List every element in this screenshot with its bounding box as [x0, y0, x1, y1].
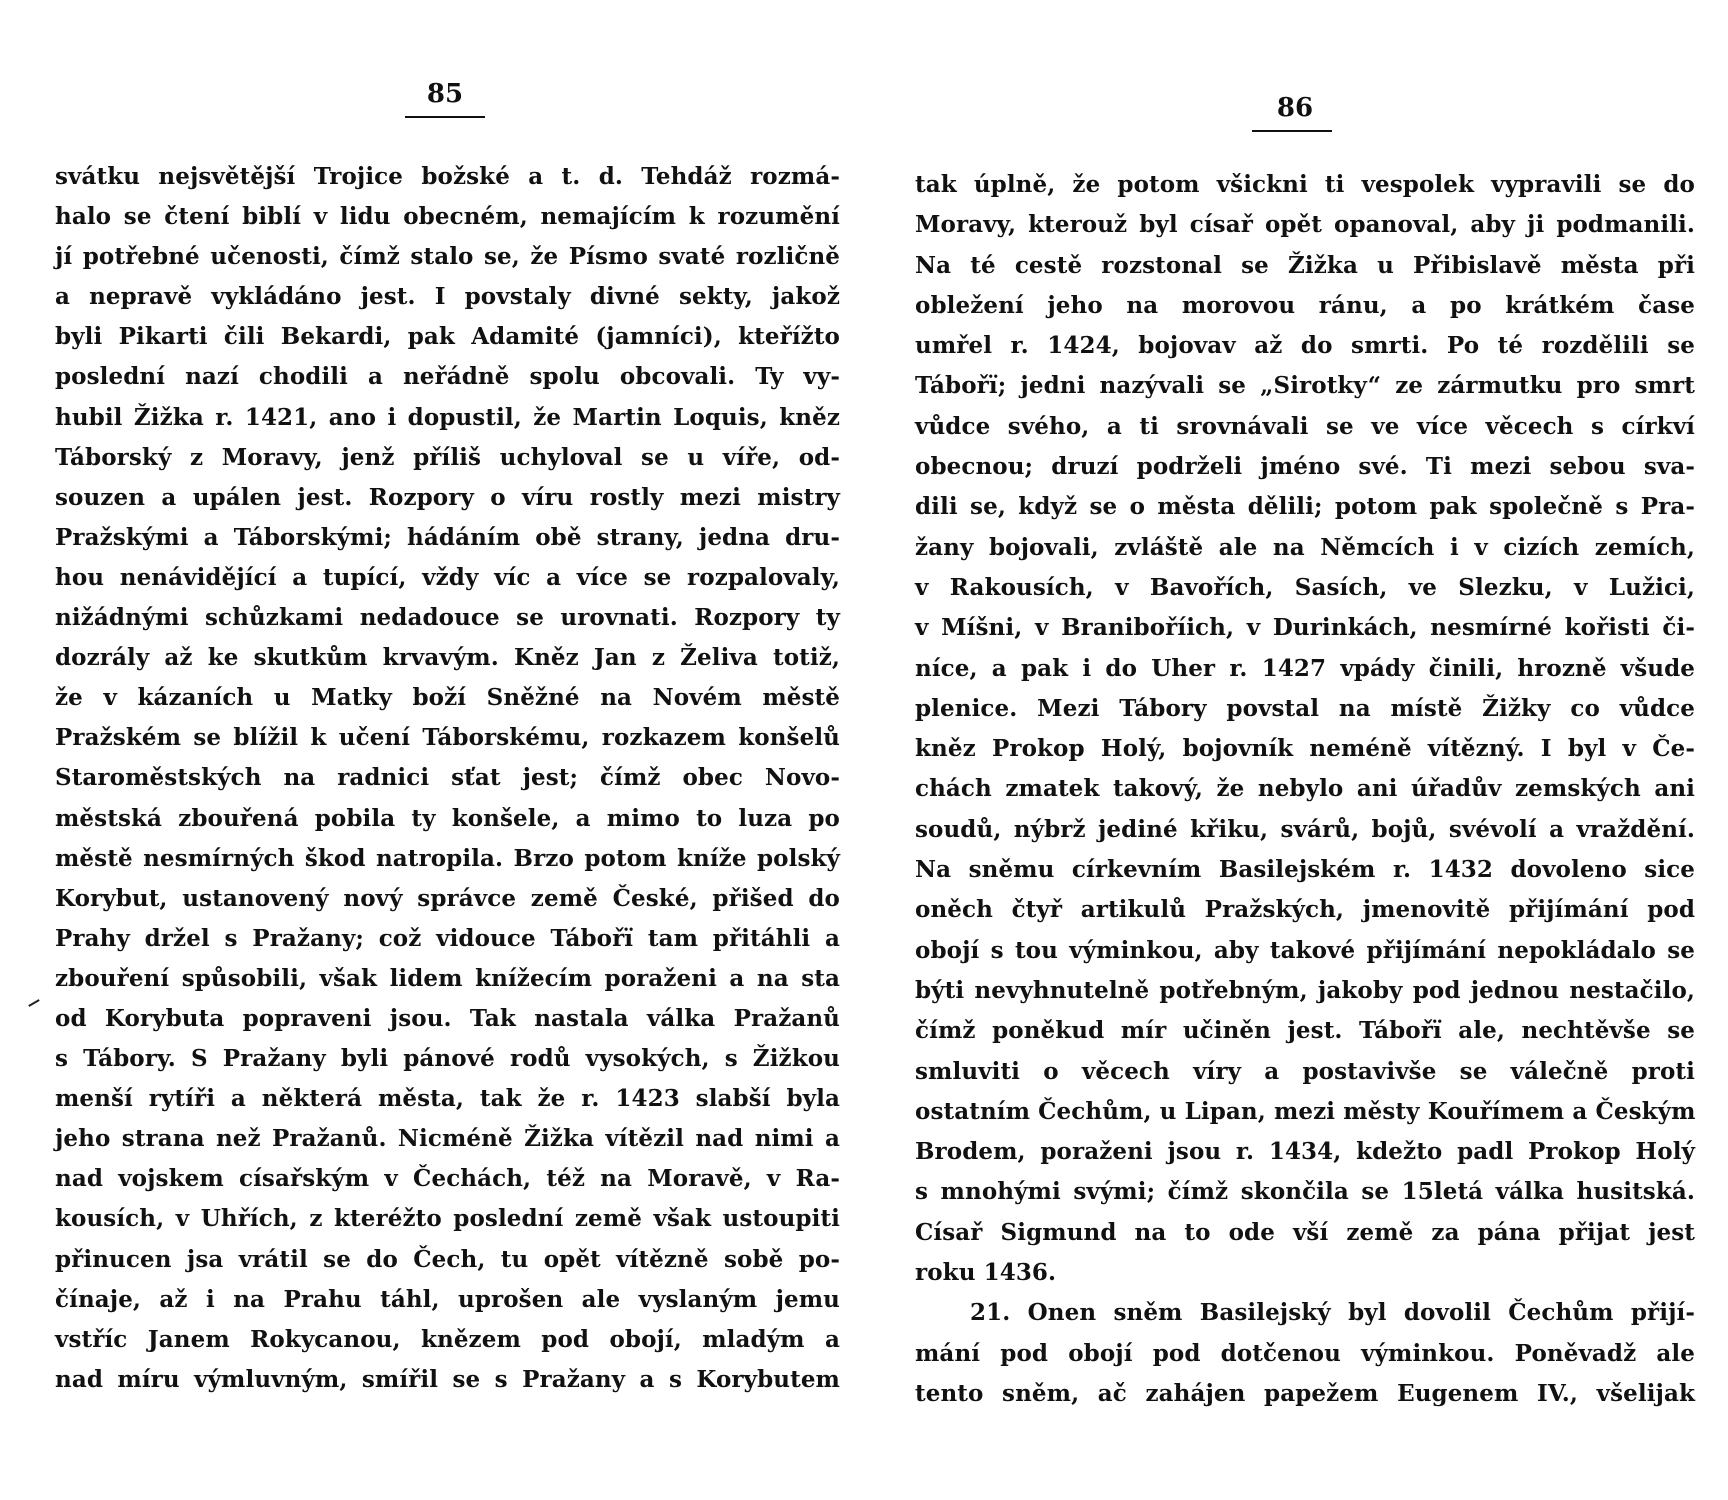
text-line: a nepravě vykládáno jest. I povstaly divné sekty, jakož	[55, 283, 840, 311]
text-line: umřel r. 1424, bojovav až do smrti. Po té rozdělili se	[915, 332, 1695, 360]
text-line: kněz Prokop Holý, bojovník neméně vítězný. I byl v Če-	[915, 735, 1695, 763]
text-line: vůdce svého, a ti srovnávali se ve více věcech s církví	[915, 412, 1695, 440]
text-line: nad míru výmluvným, smířil se s Pražany a s Korybutem	[55, 1365, 840, 1393]
text-line: halo se čtení biblí v lidu obecném, nemajícím k rozumění	[55, 203, 840, 231]
text-line: městská zbouřená pobila ty konšele, a mimo to luza po	[55, 804, 840, 832]
text-line: Tábořï; jedni nazývali se „Sirotky“ ze zármutku pro smrt	[915, 372, 1695, 400]
text-line: dili se, když se o města dělili; potom pak společně s Pra-	[915, 493, 1695, 521]
text-line: mání pod obojí pod dotčenou výminkou. Poněvadž ale	[915, 1339, 1695, 1367]
text-line: Na té cestě rozstonal se Žižka u Přibislavě města při	[915, 251, 1695, 279]
text-line: vstříc Janem Rokycanou, knězem pod obojí, mladým a	[55, 1325, 840, 1353]
text-line: přinucen jsa vrátil se do Čech, tu opět vítězně sobě po-	[55, 1245, 840, 1273]
text-line: obojí s tou výminkou, aby takové přijímání nepokládalo se	[915, 936, 1695, 964]
text-line: jeho strana než Pražanů. Nicméně Žižka vítězil nad nimi a	[55, 1125, 840, 1153]
right-page-text	[915, 165, 1695, 1414]
text-line: oněch čtyř artikulů Pražských, jmenovitě přijímání pod	[915, 896, 1695, 924]
text-line: čínaje, až i na Prahu táhl, uprošen ale vyslaným jemu	[55, 1285, 840, 1313]
text-line: od Korybuta popraveni jsou. Tak nastala válka Pražanů	[55, 1004, 840, 1032]
text-line: že v kázaních u Matky boží Sněžné na Novém městě	[55, 684, 840, 712]
page-number-right: 86	[1276, 93, 1314, 123]
text-line: ostatním Čechům, u Lipan, mezi městy Kouřímem a Českým	[915, 1097, 1696, 1125]
text-line: byli Pikarti čili Bekardi, pak Adamité (jamníci), kteřížto	[55, 323, 840, 351]
text-line: Pražském se blížil k učení Táborskému, rozkazem konšelů	[55, 724, 840, 752]
text-line: plenice. Mezi Tábory povstal na místě Žižky co vůdce	[915, 694, 1695, 722]
text-line: Korybut, ustanovený nový správce země České, přišed do	[55, 884, 840, 912]
text-line: Staroměstských na radnici sťat jest; čímž obec Novo-	[55, 764, 840, 792]
text-line: s mnohými svými; čímž skončila se 15letá válka husitská.	[915, 1178, 1695, 1206]
text-line: soudů, nýbrž jediné křiku, svárů, bojů, svévolí a vraždění.	[915, 815, 1695, 843]
text-line: chách zmatek takový, že nebylo ani úřadův zemských ani	[915, 775, 1695, 803]
text-line: obecnou; druzí podrželi jméno své. Ti mezi sebou sva-	[915, 453, 1695, 481]
text-line: zbouření spůsobili, však lidem knížecím poraženi a na sta	[55, 964, 840, 992]
text-line: v Míšni, v Braniboříich, v Durinkách, nesmírné kořisti či-	[915, 614, 1695, 642]
page-number-left: 85	[426, 79, 464, 109]
text-line: Táborský z Moravy, jenž příliš uchyloval se u víře, od-	[55, 443, 840, 471]
text-line: tento sněm, ač zahájen papežem Eugenem IV., všelijak	[915, 1379, 1695, 1407]
text-line: Pražskými a Táborskými; hádáním obě strany, jedna dru-	[55, 523, 840, 551]
text-line: Na sněmu církevním Basilejském r. 1432 dovoleno sice	[915, 856, 1695, 884]
text-line: souzen a upálen jest. Rozpory o víru rostly mezi mistry	[55, 483, 840, 511]
text-line: Brodem, poraženi jsou r. 1434, kdežto padl Prokop Holý	[915, 1138, 1695, 1166]
margin-pencil-mark	[28, 999, 39, 1007]
text-line: Moravy, kterouž byl císař opět opanoval, aby ji podmanili.	[915, 211, 1695, 239]
paragraph-start-line: 21. Onen sněm Basilejský byl dovolil Čechům přijí-	[970, 1299, 1695, 1327]
text-line: roku 1436.	[915, 1259, 1057, 1287]
text-line: jí potřebné učenosti, čímž stalo se, že Písmo svaté rozličně	[55, 243, 840, 271]
text-line: býti nevyhnutelně potřebným, jakoby pod jednou nestačilo,	[915, 976, 1695, 1004]
text-line: svátku nejsvětější Trojice božské a t. d. Tehdáž rozmá-	[55, 163, 840, 190]
text-line: Císař Sigmund na to ode vší země za pána přijat jest	[915, 1218, 1695, 1246]
page-number-underline-right	[1252, 130, 1332, 132]
text-line: níce, a pak i do Uher r. 1427 vpády činili, hrozně všude	[915, 654, 1695, 682]
text-line: smluviti o věcech víry a postavivše se válečně proti	[915, 1057, 1695, 1085]
text-line: Prahy držel s Pražany; což vidouce Tábořï tam přitáhli a	[55, 924, 840, 952]
text-line: dozrály až ke skutkům krvavým. Kněz Jan z Želiva totiž,	[55, 644, 840, 672]
text-line: hou nenávidějící a tupící, vždy víc a více se rozpalovaly,	[55, 563, 840, 591]
text-line: městě nesmírných škod natropila. Brzo potom kníže polský	[55, 844, 840, 872]
text-line: tak úplně, že potom všickni ti vespolek vypravili se do	[915, 171, 1695, 198]
text-line: menší rytíři a některá města, tak že r. 1423 slabší byla	[55, 1085, 840, 1113]
page-number-underline-left	[405, 116, 485, 118]
text-line: čímž poněkud mír učiněn jest. Tábořï ale, nechtěvše se	[915, 1017, 1695, 1045]
text-line: obležení jeho na morovou ránu, a po krátkém čase	[915, 291, 1695, 319]
text-line: hubil Žižka r. 1421, ano i dopustil, že Martin Loquis, kněz	[55, 403, 840, 431]
text-line: poslední nazí chodili a neřádně spolu obcovali. Ty vy-	[55, 363, 840, 391]
text-line: žany bojovali, zvláště ale na Němcích i v cizích zemích,	[915, 533, 1695, 561]
text-line: v Rakousích, v Bavořích, Sasích, ve Slezku, v Lužici,	[915, 573, 1695, 601]
text-line: s Tábory. S Pražany byli pánové rodů vysokých, s Žižkou	[55, 1045, 840, 1073]
text-line: nad vojskem císařským v Čechách, též na Moravě, v Ra-	[55, 1165, 840, 1193]
left-page-text	[55, 157, 840, 1400]
text-line: nižádnými schůzkami nedadouce se urovnati. Rozpory ty	[55, 604, 840, 632]
text-line: kousích, v Uhřích, z kteréžto poslední země však ustoupiti	[55, 1205, 840, 1233]
